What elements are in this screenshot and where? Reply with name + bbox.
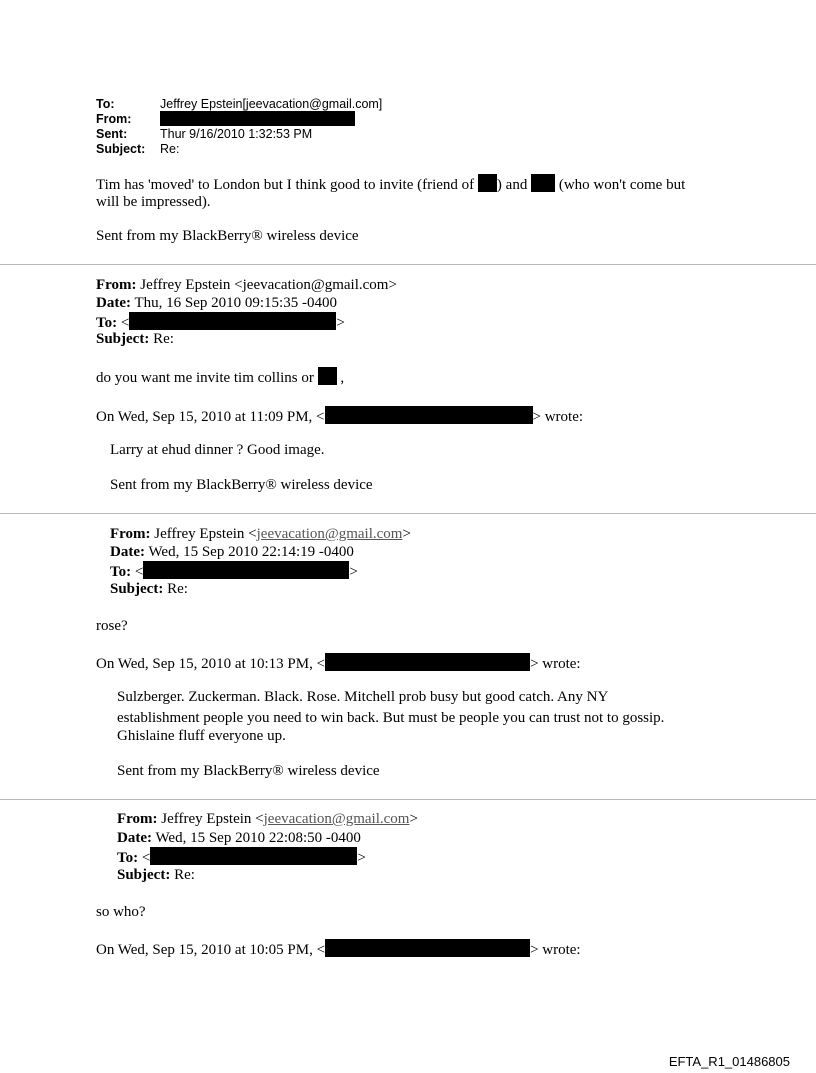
attribution-text: On Wed, Sep 15, 2010 at 10:13 PM, < [96, 656, 326, 672]
to-label: To: [96, 315, 118, 331]
subject-value: Re: [163, 581, 188, 597]
divider [0, 799, 816, 800]
redaction-block [129, 312, 336, 330]
divider [0, 513, 816, 514]
from-value: > [402, 526, 411, 542]
quoted-from-line [117, 810, 418, 828]
redaction-block [318, 367, 337, 385]
date-value: Wed, 15 Sep 2010 22:14:19 -0400 [144, 544, 354, 560]
email-link[interactable]: jeevacation@gmail.com [256, 526, 403, 542]
body-text: ) and [496, 177, 532, 193]
subject-label: Subject: [110, 581, 164, 597]
from-value: Jeffrey Epstein <jeevacation@gmail.com> [136, 277, 397, 293]
body-text: do you want me invite tim collins or [96, 370, 318, 386]
quoted-date-line [117, 829, 361, 847]
quoted-text: Larry at ehud dinner ? Good image. [110, 442, 325, 458]
attribution-text: On Wed, Sep 15, 2010 at 10:05 PM, < [96, 942, 326, 958]
message-body-line [96, 367, 344, 387]
subject-value: Re: [160, 142, 180, 156]
to-label: To: [110, 564, 132, 580]
date-label: Date: [117, 830, 152, 846]
signature: Sent from my BlackBerry® wireless device [117, 763, 380, 779]
quoted-subject-line [96, 330, 174, 348]
quoted-to-line: To: < > [110, 561, 358, 581]
from-label: From: [96, 277, 137, 293]
attribution-text: > wrote: [532, 409, 584, 425]
subject-value: Re: [170, 867, 195, 883]
quoted-to-line: To: < > [117, 847, 366, 867]
from-label: From: [110, 526, 151, 542]
quoted-date-line [110, 543, 354, 561]
redaction-block [531, 174, 555, 192]
quoted-from-line [96, 276, 397, 294]
subject-label: Subject: [117, 867, 171, 883]
quoted-subject-line [117, 866, 195, 884]
to-label: To: [117, 850, 139, 866]
body-text: , [336, 370, 345, 386]
message-body-line [96, 174, 685, 194]
subject-value: Re: [149, 331, 174, 347]
date-label: Date: [96, 295, 131, 311]
date-value: Thu, 16 Sep 2010 09:15:35 -0400 [130, 295, 337, 311]
quoted-subject-line [110, 580, 188, 598]
redaction-block [325, 939, 530, 957]
quoted-date-line [96, 294, 337, 312]
signature: Sent from my BlackBerry® wireless device [110, 477, 373, 493]
sent-value: Thur 9/16/2010 1:32:53 PM [160, 127, 313, 141]
date-value: Wed, 15 Sep 2010 22:08:50 -0400 [151, 830, 361, 846]
redaction-block [478, 174, 497, 192]
quoted-from-line [110, 525, 411, 543]
message-body-line: will be impressed). [96, 194, 211, 210]
redaction-block [325, 653, 530, 671]
quoted-text: establishment people you need to win back. But must be people you can trust not to gossip. [117, 710, 665, 726]
attribution-line [96, 406, 583, 426]
redaction-block [325, 406, 533, 424]
redaction-block [160, 111, 355, 126]
subject-label: Subject: [96, 142, 146, 156]
redaction-block [150, 847, 357, 865]
from-value: > [409, 811, 418, 827]
redaction-block [143, 561, 349, 579]
sent-label: Sent: [96, 127, 128, 141]
quoted-text: Ghislaine fluff everyone up. [117, 728, 286, 744]
from-value: Jeffrey Epstein < [150, 526, 257, 542]
body-text: Tim has 'moved' to London but I think good to invite (friend of [96, 177, 478, 193]
attribution-text: > wrote: [530, 942, 581, 958]
email-link[interactable]: jeevacation@gmail.com [263, 811, 410, 827]
attribution-text: On Wed, Sep 15, 2010 at 11:09 PM, < [96, 409, 325, 425]
date-label: Date: [110, 544, 145, 560]
attribution-line [96, 939, 581, 959]
from-label: From: [117, 811, 158, 827]
to-value: Jeffrey Epstein[jeevacation@gmail.com] [160, 97, 383, 111]
signature: Sent from my BlackBerry® wireless device [96, 228, 359, 244]
divider [0, 264, 816, 265]
attribution-line [96, 653, 581, 673]
body-text: (who won't come but [555, 177, 686, 193]
message-body-line: so who? [96, 904, 146, 920]
attribution-text: > wrote: [530, 656, 581, 672]
quoted-to-line: To: < > [96, 312, 345, 332]
message-body-line: rose? [96, 618, 128, 634]
from-label: From: [96, 112, 132, 126]
bates-number: EFTA_R1_01486805 [668, 1054, 790, 1069]
to-label: To: [96, 97, 115, 111]
quoted-text: Sulzberger. Zuckerman. Black. Rose. Mitchell prob busy but good catch. Any NY [117, 689, 609, 705]
subject-label: Subject: [96, 331, 150, 347]
from-value: Jeffrey Epstein < [157, 811, 264, 827]
